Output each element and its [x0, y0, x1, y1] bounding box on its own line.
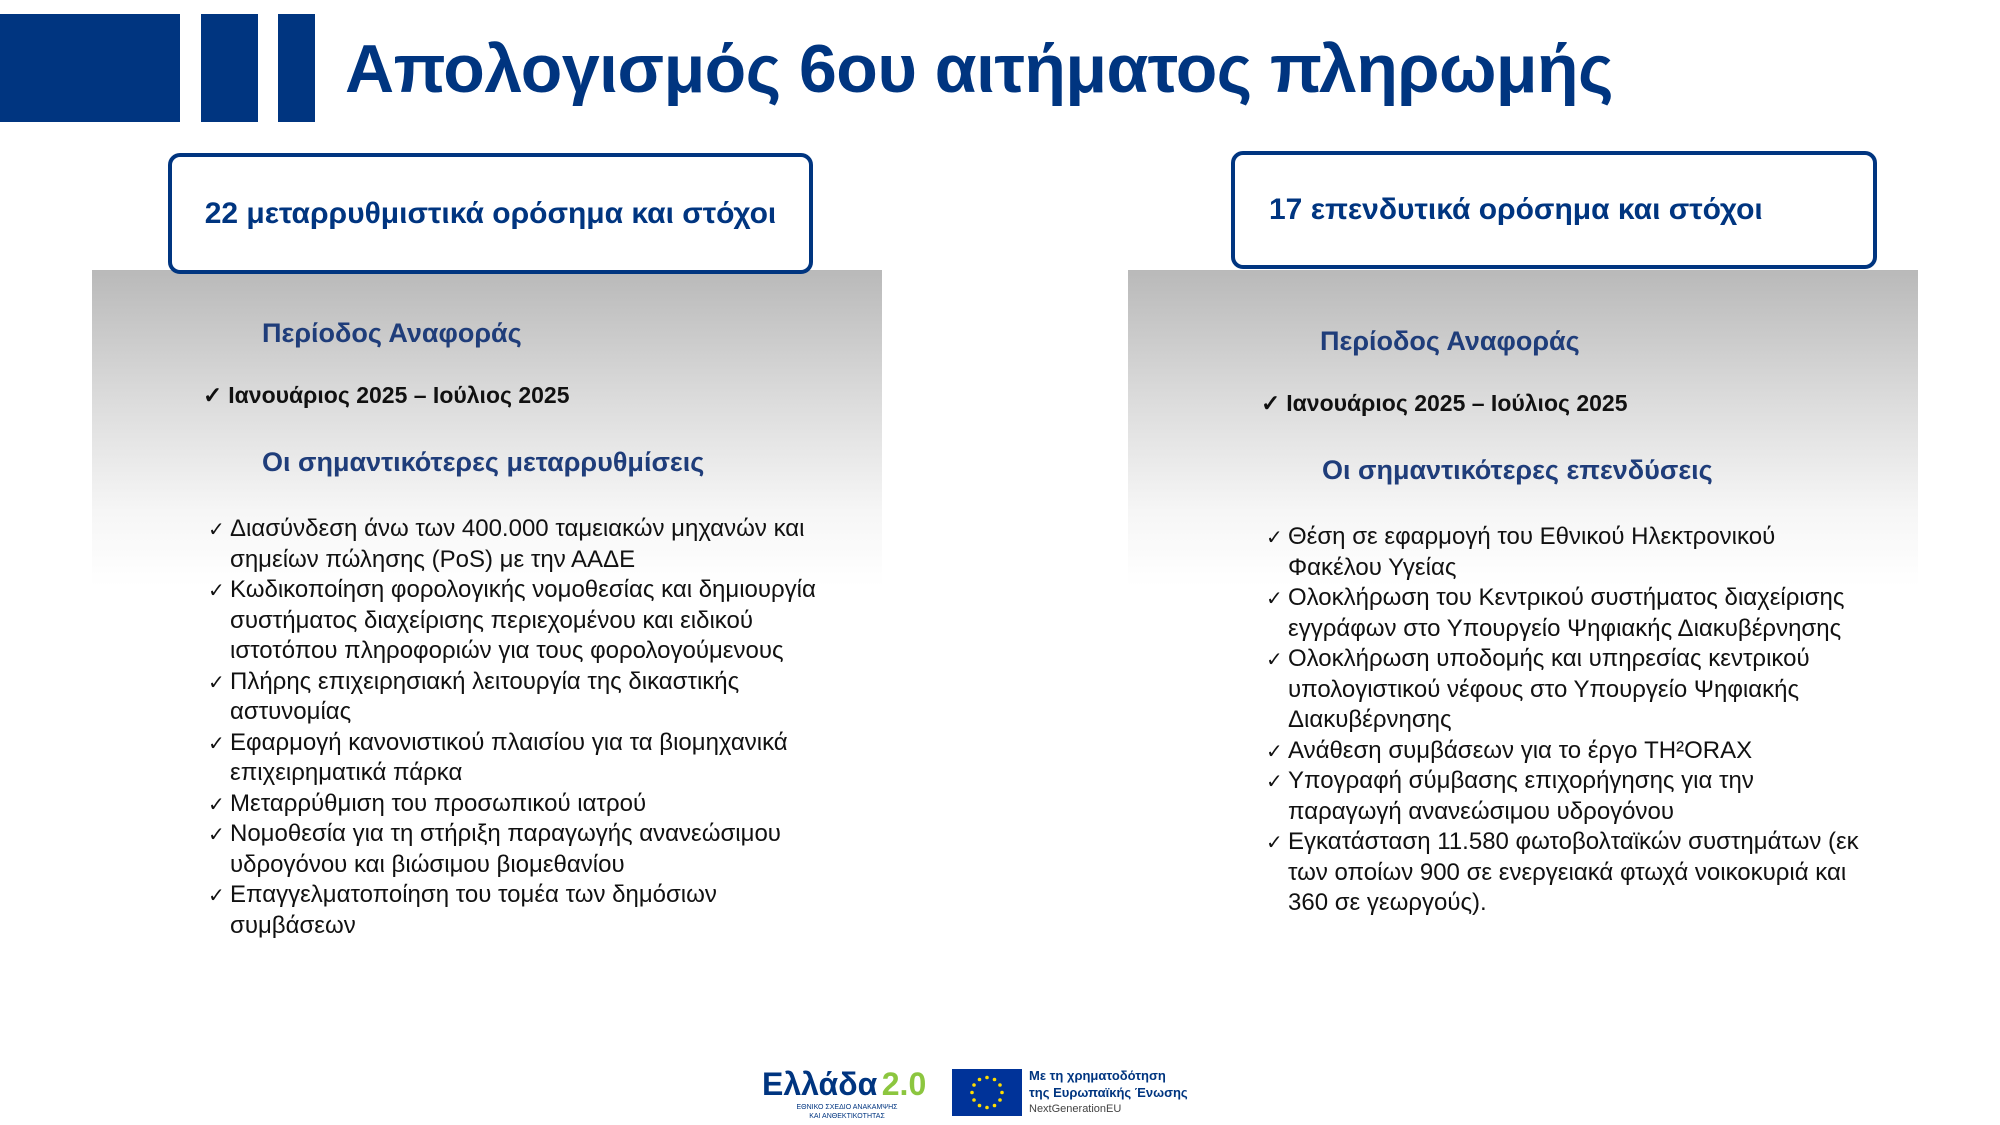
eu-star	[978, 1104, 982, 1108]
eu-star	[998, 1098, 1002, 1102]
logo-sub-2: ΚΑΙ ΑΝΘΕΚΤΙΚΟΤΗΤΑΣ	[809, 1113, 885, 1120]
left-period-heading: Περίοδος Αναφοράς	[262, 318, 522, 348]
left-items-heading: Οι σημαντικότερες μεταρρυθμίσεις	[262, 447, 705, 477]
logo-sub-1: ΕΘΝΙΚΟ ΣΧΕΔΙΟ ΑΝΑΚΑΜΨΗΣ	[796, 1104, 898, 1111]
check-icon: ✓	[208, 793, 225, 816]
eu-star	[985, 1106, 989, 1110]
check-icon: ✓	[208, 671, 225, 694]
eu-line-1: Με τη χρηματοδότηση	[1029, 1068, 1166, 1083]
list-item	[208, 514, 828, 575]
list-item-text: Κωδικοποίηση φορολογικής νομοθεσίας και δημιουργία συστήματος διαχείρισης περιεχομένου και ειδικού ιστοτόπου πληροφοριών για τους φορολογούμενους	[230, 576, 816, 664]
right-period-heading: Περίοδος Αναφοράς	[1320, 326, 1580, 356]
list-item	[208, 728, 828, 789]
list-item	[208, 880, 828, 941]
list-item	[1266, 766, 1866, 827]
eu-star	[972, 1098, 976, 1102]
check-icon: ✓	[203, 382, 223, 408]
check-icon: ✓	[208, 824, 225, 846]
eu-line-2: της Ευρωπαϊκής Ένωσης	[1029, 1085, 1188, 1100]
check-icon: ✓	[208, 580, 225, 602]
eu-star	[985, 1076, 989, 1080]
list-item	[1266, 736, 1866, 767]
list-item	[1266, 827, 1866, 919]
check-icon: ✓	[1266, 649, 1283, 671]
check-icon: ✓	[1266, 527, 1283, 549]
list-item	[208, 667, 828, 728]
check-icon: ✓	[1266, 588, 1283, 610]
list-item	[208, 789, 828, 820]
check-icon: ✓	[1266, 832, 1283, 854]
list-item-text: Επαγγελματοποίηση του τομέα των δημόσιων συμβάσεων	[230, 881, 717, 939]
list-item-text: Θέση σε εφαρμογή του Εθνικού Ηλεκτρονικού Φακέλου Υγείας	[1288, 523, 1776, 581]
logo-word: Ελλάδα	[762, 1066, 878, 1102]
eu-star	[970, 1091, 974, 1095]
list-item-text: Νομοθεσία για τη στήριξη παραγωγής ανανεώσιμου υδρογόνου και βιώσιμου βιομεθανίου	[230, 820, 781, 878]
list-item-text: Ολοκλήρωση του Κεντρικού συστήματος διαχείρισης εγγράφων στο Υπουργείο Ψηφιακής Διακυβέρνησης	[1288, 584, 1845, 642]
list-item	[208, 575, 828, 667]
eu-star	[998, 1083, 1002, 1087]
list-item-text: Ολοκλήρωση υποδομής και υπηρεσίας κεντρικού υπολογιστικού νέφους στο Υπουργείο Ψηφιακής Διακυβέρνησης	[1288, 645, 1810, 733]
right-box-title: 17 επενδυτικά ορόσημα και στόχοι	[1231, 151, 1877, 269]
eu-funding-text	[1029, 1067, 1188, 1117]
check-icon: ✓	[1261, 390, 1281, 416]
page-title: Απολογισμός 6ου αιτήματος πληρωμής	[345, 31, 1613, 107]
list-item	[208, 819, 828, 880]
list-item	[1266, 522, 1866, 583]
list-item-text: Υπογραφή σύμβασης επιχορήγησης για την παραγωγή ανανεώσιμου υδρογόνου	[1288, 767, 1754, 825]
list-item	[1266, 644, 1866, 736]
header-bar-medium	[201, 14, 258, 122]
eu-flag-icon	[952, 1069, 1022, 1116]
right-period-text: Ιανουάριος 2025 – Ιούλιος 2025	[1286, 390, 1628, 416]
greece-2-0-logo	[762, 1066, 942, 1120]
list-item-text: Εγκατάσταση 11.580 φωτοβολταϊκών συστημάτων (εκ των οποίων 900 σε ενεργειακά φτωχά νοικοκυριά και 360 σε γεωργούς).	[1288, 828, 1859, 916]
eu-star	[993, 1078, 997, 1082]
eu-star	[1000, 1091, 1004, 1095]
left-box-title: 22 μεταρρυθμιστικά ορόσημα και στόχοι	[168, 153, 813, 274]
right-items-list	[1266, 522, 1866, 919]
list-item-text: Μεταρρύθμιση του προσωπικού ιατρού	[230, 789, 647, 817]
eu-line-3: NextGenerationEU	[1029, 1103, 1122, 1115]
list-item-text: Εφαρμογή κανονιστικού πλαισίου για τα βιομηχανικά επιχειρηματικά πάρκα	[230, 728, 788, 786]
eu-star	[972, 1083, 976, 1087]
check-icon: ✓	[208, 885, 225, 907]
list-item-text: Ανάθεση συμβάσεων για το έργο TH²ORAX	[1288, 736, 1753, 764]
check-icon: ✓	[1266, 740, 1283, 763]
eu-star	[993, 1104, 997, 1108]
list-item-text: Πλήρης επιχειρησιακή λειτουργία της δικαστικής αστυνομίας	[230, 667, 740, 725]
left-items-list	[208, 514, 828, 941]
eu-star	[978, 1078, 982, 1082]
list-item-text: Διασύνδεση άνω των 400.000 ταμειακών μηχανών και σημείων πώλησης (PoS) με την ΑΑΔΕ	[230, 515, 805, 573]
right-period	[1261, 390, 1628, 417]
check-icon: ✓	[208, 519, 225, 541]
left-period	[203, 382, 570, 409]
check-icon: ✓	[208, 732, 225, 755]
list-item	[1266, 583, 1866, 644]
header-bar-large	[0, 14, 180, 122]
left-period-text: Ιανουάριος 2025 – Ιούλιος 2025	[228, 382, 570, 408]
check-icon: ✓	[1266, 771, 1283, 793]
logo-version: 2.0	[881, 1066, 927, 1102]
right-items-heading: Οι σημαντικότερες επενδύσεις	[1322, 455, 1713, 485]
header-bar-small	[278, 14, 315, 122]
